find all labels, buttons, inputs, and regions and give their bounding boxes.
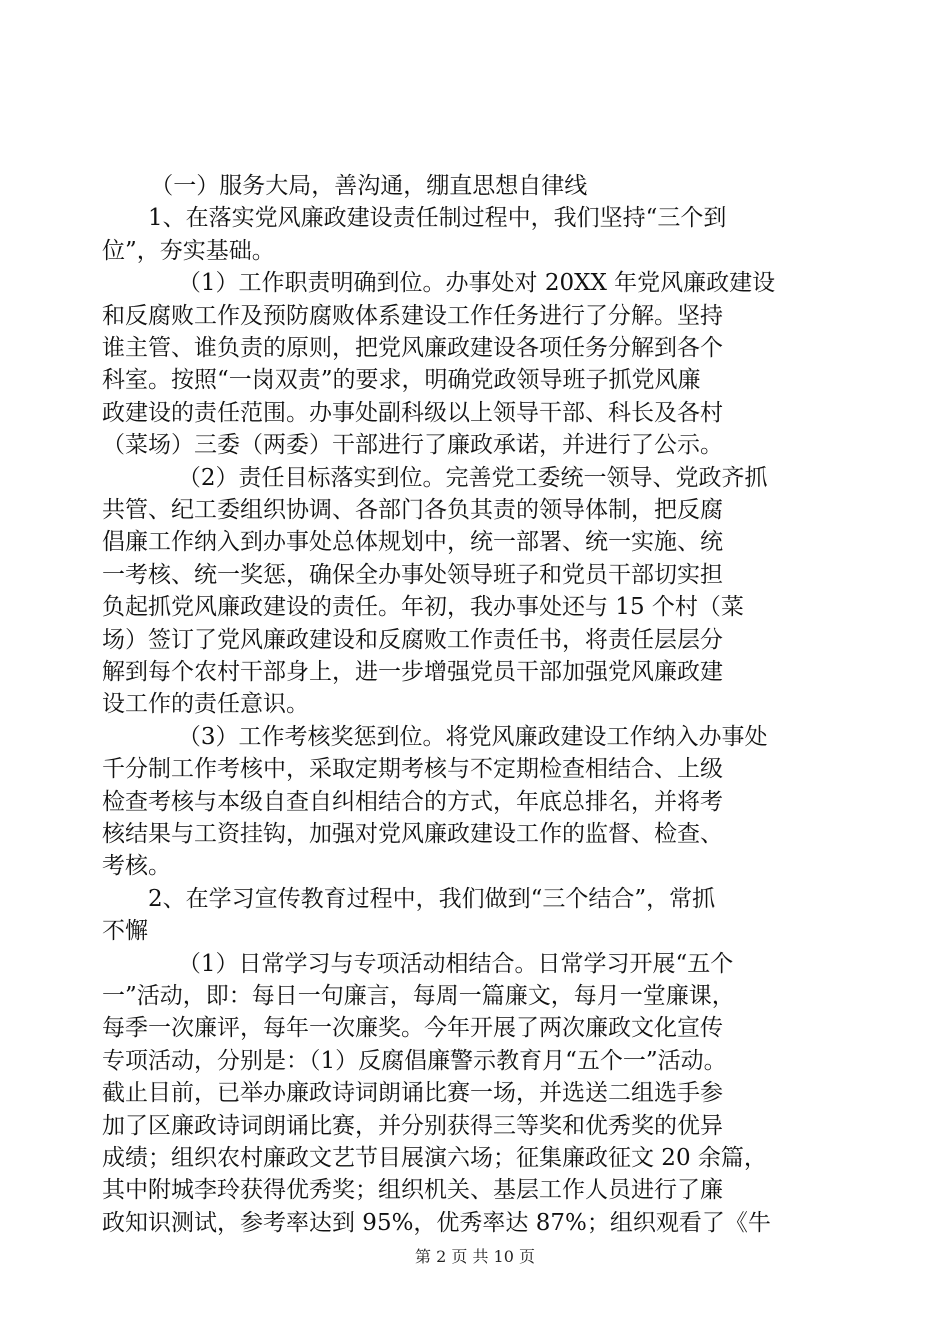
text-line: （菜场）三委（两委）干部进行了廉政承诺，并进行了公示。: [102, 432, 723, 459]
text-line: 解到每个农村干部身上，进一步增强党员干部加强党风廉政建: [102, 659, 723, 685]
text-line: 成绩；组织农村廉政文艺节目展演六场；征集廉政征文 20 余篇，: [102, 1145, 767, 1171]
text-line: 政建设的责任范围。办事处副科级以上领导干部、科长及各村: [102, 399, 723, 426]
text-line: 2、在学习宣传教育过程中，我们做到“三个结合”，常抓: [148, 885, 716, 912]
text-line: 共管、纪工委组织协调、各部门各负其责的领导体制，把反腐: [102, 497, 723, 523]
text-line: 科室。按照“一岗双责”的要求，明确党政领导班子抓党风廉: [102, 367, 701, 394]
text-line: 倡廉工作纳入到办事处总体规划中，统一部署、统一实施、统: [102, 529, 723, 556]
text-line: 场）签订了党风廉政建设和反腐败工作责任书，将责任层层分: [102, 626, 723, 653]
text-line: 1、在落实党风廉政建设责任制过程中，我们坚持“三个到: [148, 205, 727, 232]
text-line: 设工作的责任意识。: [102, 691, 309, 718]
text-line: 截止目前，已举办廉政诗词朗诵比赛一场，并选送二组选手参: [102, 1080, 723, 1107]
text-line: 谁主管、谁负责的原则，把党风廉政建设各项任务分解到各个: [102, 335, 723, 361]
text-line: 加了区廉政诗词朗诵比赛，并分别获得三等奖和优秀奖的优异: [102, 1112, 723, 1139]
text-line: 政知识测试，参考率达到 95%，优秀率达 87%；组织观看了《牛: [102, 1209, 771, 1236]
page-footer: 第 2 页 共 10 页: [415, 1247, 535, 1266]
text-line: （2）责任目标落实到位。完善党工委统一领导、党政齐抓: [177, 464, 768, 491]
text-line: 千分制工作考核中，采取定期考核与不定期检查相结合、上级: [102, 756, 723, 783]
text-line: （1）工作职责明确到位。办事处对 20XX 年党风廉政建设: [177, 270, 776, 297]
text-line: 专项活动，分别是：（1）反腐倡廉警示教育月“五个一”活动。: [102, 1047, 727, 1074]
text-line: 考核。: [102, 853, 171, 880]
text-line: 位”，夯实基础。: [102, 237, 275, 264]
text-line: （1）日常学习与专项活动相结合。日常学习开展“五个: [177, 950, 734, 977]
text-line: 和反腐败工作及预防腐败体系建设工作任务进行了分解。坚持: [102, 302, 723, 329]
text-line: 负起抓党风廉政建设的责任。年初，我办事处还与 15 个村（菜: [102, 594, 744, 621]
text-line: （3）工作考核奖惩到位。将党风廉政建设工作纳入办事处: [177, 723, 768, 750]
text-line: 其中附城李玲获得优秀奖；组织机关、基层工作人员进行了廉: [102, 1177, 723, 1204]
text-line: （一）服务大局，善沟通，绷直思想自律线: [150, 173, 588, 199]
text-line: 每季一次廉评，每年一次廉奖。今年开展了两次廉政文化宣传: [102, 1015, 723, 1042]
text-line: 不懈: [102, 918, 148, 945]
text-line: 一考核、统一奖惩，确保全办事处领导班子和党员干部切实担: [102, 561, 723, 588]
text-line: 一”活动，即：每日一句廉言，每周一篇廉文，每月一堂廉课，: [102, 983, 735, 1009]
text-line: 检查考核与本级自查自纠相结合的方式，年底总排名，并将考: [102, 788, 723, 815]
text-line: 核结果与工资挂钩，加强对党风廉政建设工作的监督、检查、: [102, 821, 723, 847]
